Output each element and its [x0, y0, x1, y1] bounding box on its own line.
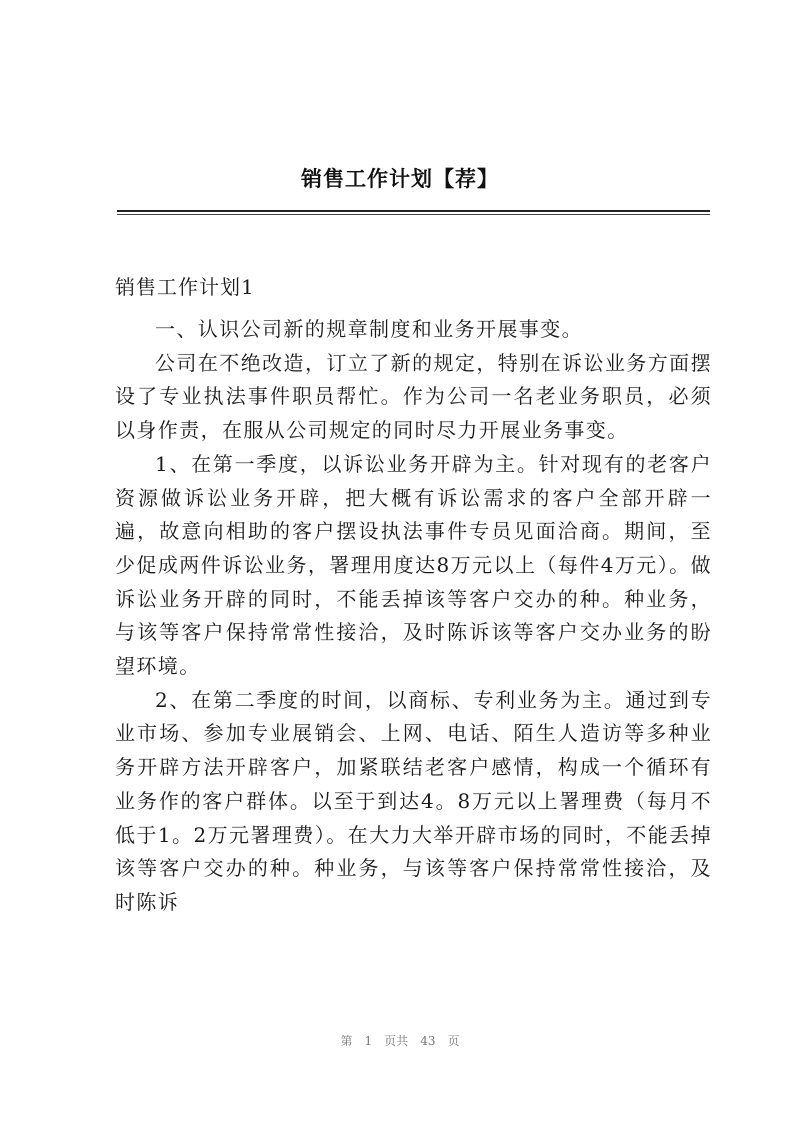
footer-current-page: 1: [364, 1034, 373, 1048]
page-title: 销售工作计划【荐】: [301, 167, 499, 191]
paragraph: 2、在第二季度的时间，以商标、专利业务为主。通过到专业市场、参加专业展销会、上网、电话、陌生人造访等多种业务开辟方法开辟客户，加紧联结老客户感情，构成一个循环有业务作的客户群体。以至于到达4。8万元以上署理费（每月不低于1。2万元署理费）。在大力大举开辟市场的同时，不能丢掉该等客户交办的种。种业务，与该等客户保持常常性接洽，及时陈诉: [115, 687, 712, 914]
footer-prefix: 第: [340, 1034, 353, 1048]
title-underline-thin: [117, 214, 710, 215]
paragraph: 1、在第一季度，以诉讼业务开辟为主。针对现有的老客户资源做诉讼业务开辟，把大概有诉讼需求的客户全部开辟一遍，故意向相助的客户摆设执法事件专员见面洽商。期间，至少促成两件诉讼业务，署理用度达8万元以上（每件4万元）。做诉讼业务开辟的同时，不能丢掉该等客户交办的种。种业务，与该等客户保持常常性接洽，及时陈诉该等客户交办业务的盼望环境。: [115, 451, 712, 679]
page-footer: [0, 1033, 800, 1049]
title-underline: [117, 210, 710, 212]
paragraph: 公司在不绝改造，订立了新的规定，特别在诉讼业务方面摆设了专业执法事件职员帮忙。作为公司一名老业务职员，必须以身作责，在服从公司规定的同时尽力开展业务事变。: [115, 350, 712, 443]
section-heading: 销售工作计划1: [115, 275, 255, 299]
footer-middle: 页共: [384, 1034, 409, 1048]
document-body: [115, 313, 712, 920]
footer-total-pages: 43: [420, 1034, 436, 1048]
footer-suffix: 页: [447, 1034, 460, 1048]
paragraph: 一、认识公司新的规章制度和业务开展事变。: [155, 317, 583, 341]
